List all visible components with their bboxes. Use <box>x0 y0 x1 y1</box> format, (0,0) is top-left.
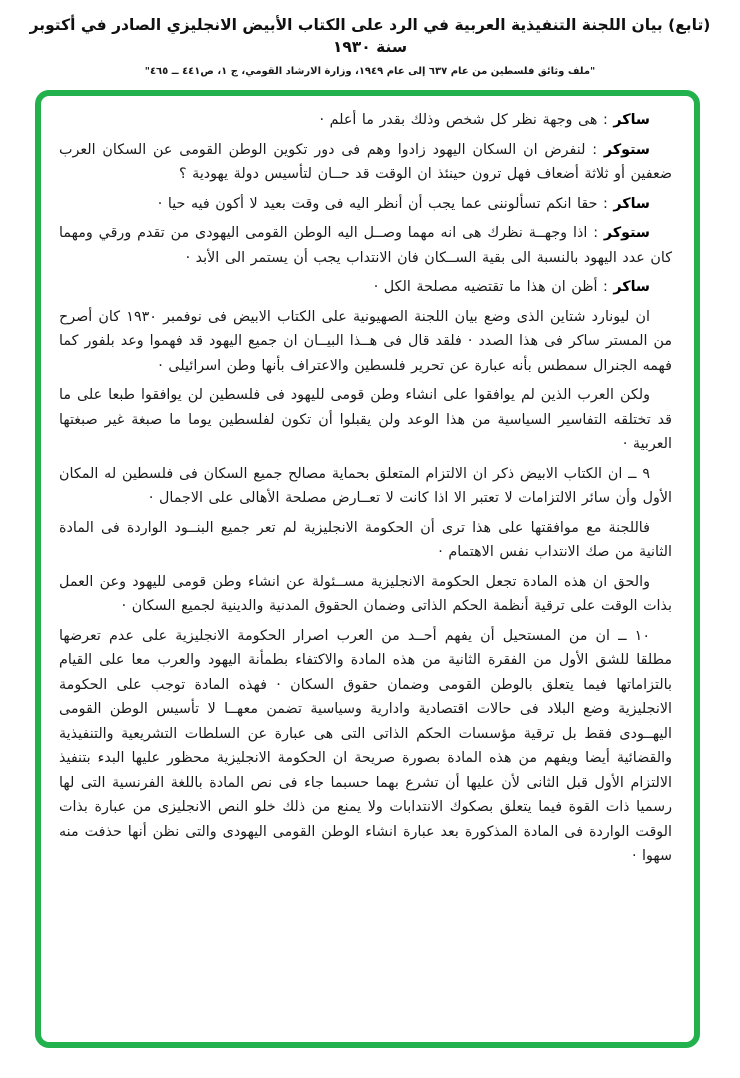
paragraph: ستوكر : لنفرض ان السكان اليهود زادوا وهم فى دور تكوين الوطن القومى عن السكان العرب ضعفين أو ثلاثة أضعاف فهل ترون حينئذ ان الوقت قد حــان لتأسيس دولة يهودية ؟ <box>59 141 672 182</box>
paragraph: فاللجنة مع موافقتها على هذا ترى أن الحكومة الانجليزية لم تعر جميع البنــود الواردة فى المادة الثانية من صك الانتداب نفس الاهتمام · <box>59 519 672 560</box>
paragraph: والحق ان هذه المادة تجعل الحكومة الانجليزية مســئولة عن انشاء وطن قومى لليهود وعن العمل بذات الوقت على ترقية أنظمة الحكم الذاتى وضمان الحقوق المدنية والدينية لجميع السكان · <box>59 573 672 614</box>
document-body <box>41 96 694 1042</box>
document-header <box>0 0 740 77</box>
speaker-name: ستوكر <box>603 225 650 241</box>
speaker-name: ستوكر <box>603 141 650 158</box>
paragraph: ستوكر : اذا وجهــة نظرك هى انه مهما وصــل اليه الوطن القومى اليهودى من تقدم ورقي ومهما كان عدد اليهود بالنسبة الى بقية الســكان فان الانتداب يجب أن يستمر الى الأبد · <box>59 225 672 266</box>
document-source-citation: "ملف وثائق فلسطين من عام ٦٣٧ إلى عام ١٩٤٩، وزارة الارشاد القومي، ج ١، ص٤٤١ ــ ٤٦٥" <box>144 66 596 77</box>
speaker-name: ساكر <box>613 195 650 212</box>
paragraph: ٩ ــ ان الكتاب الابيض ذكر ان الالتزام المتعلق بحماية مصالح جميع السكان فى فلسطين له المكان الأول وأن سائر الالتزامات لا تعتبر الا اذا كانت لا تعــارض مصلحة الأهالى على الاجمال · <box>59 465 672 506</box>
paragraph: ساكر : أظن ان هذا ما تقتضيه مصلحة الكل · <box>373 279 650 295</box>
paragraph: ساكر : حقا انكم تسألوننى عما يجب أن أنظر اليه فى وقت بعيد لا أكون فيه حيا · <box>157 195 650 212</box>
speaker-name: ساكر <box>613 279 650 295</box>
document-title: (تابع) بيان اللجنة التنفيذية العربية في الرد على الكتاب الأبيض الانجليزي الصادر في أكتوبر سنة ١٩٣٠ <box>29 16 711 56</box>
paragraph: ان ليونارد شتاين الذى وضع بيان اللجنة الصهيونية على الكتاب الابيض فى نوفمبر ١٩٣٠ كان أصرح من المستر ساكر فى هذا الصدد · فلقد قال فى هــذا البيــان ان جميع اليهود قد فهموا وعد بلفور كما فهمه الجنرال سمطس بأنه عبارة عن تحرير فلسطين والاعتراف بأنها وطن اسرائيلى · <box>59 308 672 374</box>
paragraph: ولكن العرب الذين لم يوافقوا على انشاء وطن قومى لليهود فى فلسطين لن يوافقوا طبعا على ما قد تختلقه التفاسير السياسية من هذا الوعد ولن يقبلوا أن تكون لفلسطين يوما ما صبغة غير صبغتها العربية · <box>59 387 672 452</box>
paragraph: ساكر : هى وجهة نظر كل شخص وذلك بقدر ما أعلم · <box>319 112 650 128</box>
paragraph: ١٠ ــ ان من المستحيل أن يفهم أحــد من العرب اصرار الحكومة الانجليزية على عدم تعرضها مطلقا للشق الأول من الفقرة الثانية من هذه المادة والاكتفاء بطمأنة اليهود والعرب معا على القيام بالتزاماتها فيما يتعلق بالوطن القومى وضمان حقوق السكان · فهذه المادة توجب على الحكومة الانجليزية وضع البلاد فى حالات اقتصادية وادارية وسياسية تضمن معهــا لا تأسيس الوطن القومى اليهــودى فقط بل ترقية مؤسسات الحكم الذاتى التى هى عبارة عن السلطات التشريعية والتنفيذية والقضائية أيضا ويفهم من هذه المادة بصورة صريحة ان الحكومة الانجليزية محظور عليها البدء بتنفيذ الالتزام الأول قبل الثانى لأن عليها أن تشرع بهما حسبما جاء فى نص المادة باللغة الفرنسية التى لها رسميا ذات القوة فيما يتعلق بصكوك الانتدابات ولا يمنع من ذلك خلو النص الانجليزى من عبارة بذات الوقت الواردة فى المادة المذكورة بعد عبارة انشاء الوطن القومى اليهودى والتى نظن أنها حذفت منه سهوا · <box>59 627 672 864</box>
content-border-box <box>35 90 700 1048</box>
speaker-name: ساكر <box>613 112 650 128</box>
